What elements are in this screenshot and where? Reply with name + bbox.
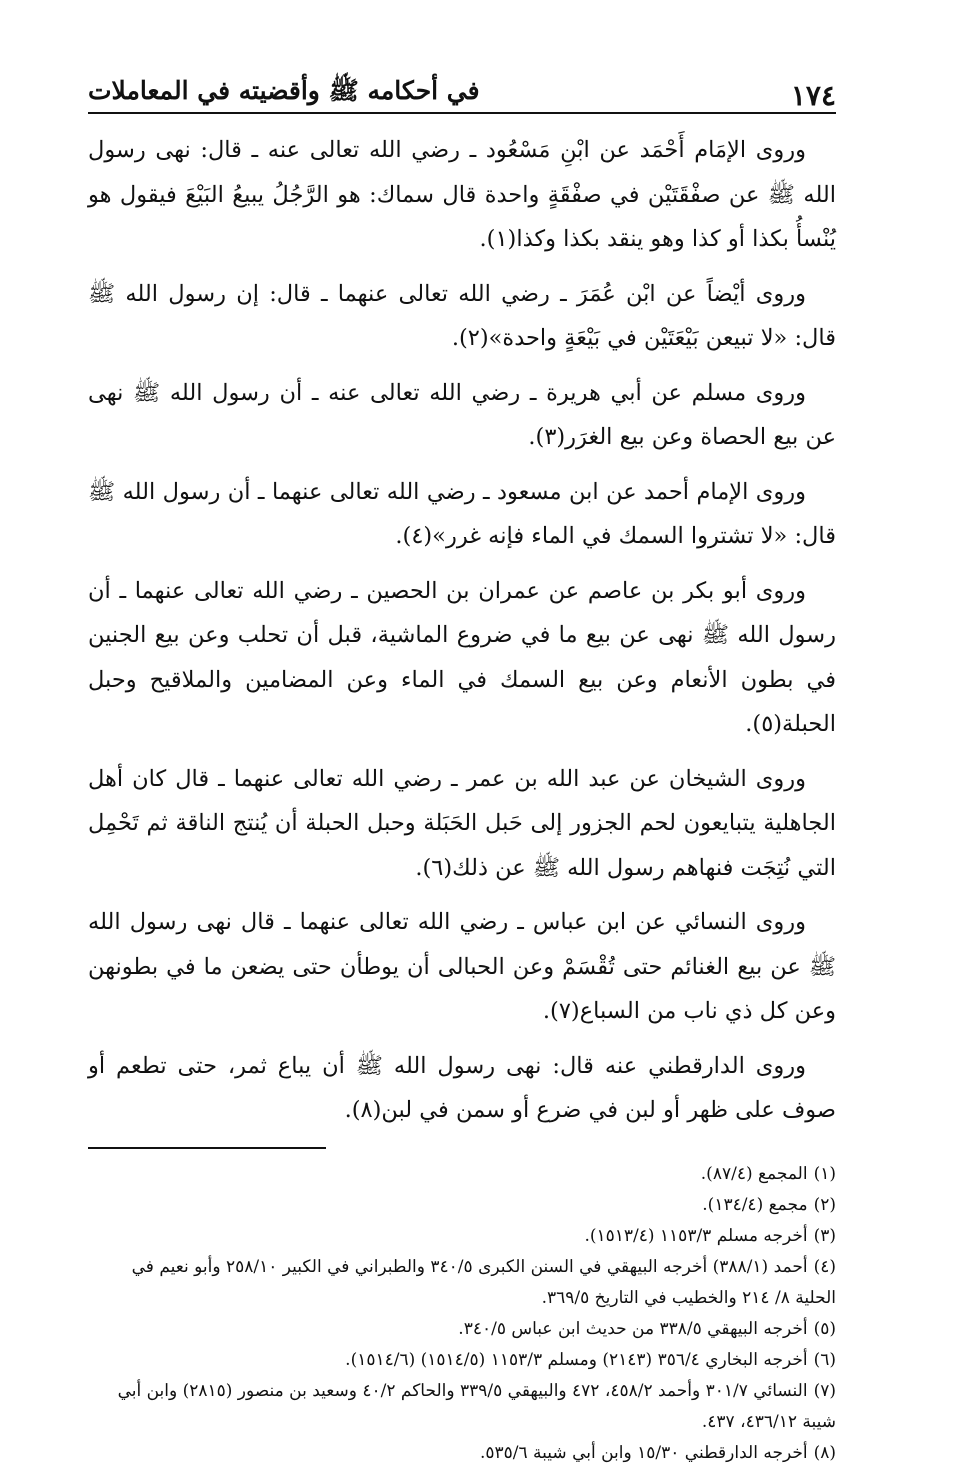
footnote bbox=[88, 1438, 836, 1469]
footnote-number: (٧) bbox=[813, 1380, 836, 1401]
footnote-number: (١) bbox=[813, 1163, 836, 1184]
page-number: ١٧٤ bbox=[790, 79, 836, 112]
book-page bbox=[88, 70, 836, 1469]
main-text bbox=[88, 128, 836, 1133]
footnote-number: (٢) bbox=[813, 1194, 836, 1215]
footnote-text: أحمد (٣٨٨/١) أخرجه البيهقي في السنن الكبرى ٣٤٠/٥ والطبراني في الكبير ٢٥٨/١٠ وأبو نعيم في الحلية ٨/ ٢١٤ والخطيب في التاريخ ٣٦٩/٥. bbox=[131, 1256, 836, 1308]
paragraph: وروى النسائي عن ابن عباس ـ رضي الله تعالى عنهما ـ قال نهى رسول الله ﷺ عن بيع الغنائم حتى تُقْسَمْ وعن الحبالى أن يوطأن حتى يضعن ما في بطونهن وعن كل ذي ناب من السباع(٧). bbox=[88, 909, 836, 1024]
footnote-text: أخرجه مسلم ١١٥٣/٣ (١٥١٣/٤). bbox=[584, 1225, 808, 1246]
running-title: في أحكامه ﷺ وأقضيته في المعاملات bbox=[88, 76, 480, 105]
paragraph: وروى أيْضاً عن ابْن عُمَرَ ـ رضي الله تعالى عنهما ـ قال: إن رسول الله ﷺ قال: «لا تبيعن بَيْعَتَيْن في بَيْعَةٍ واحدة»(٢). bbox=[88, 280, 836, 351]
paragraph: وروى الدارقطني عنه قال: نهى رسول الله ﷺ أن يباع ثمر، حتى تطعم أو صوف على ظهر أو لبن في ضرع أو سمن في لبن(٨). bbox=[88, 1052, 836, 1123]
paragraph: وروى مسلم عن أبي هريرة ـ رضي الله تعالى عنه ـ أن رسول الله ﷺ نهى عن بيع الحصاة وعن بيع الغرَر(٣). bbox=[88, 379, 836, 450]
footnote bbox=[88, 1221, 836, 1252]
footnote-number: (٦) bbox=[813, 1349, 836, 1370]
footnote bbox=[88, 1159, 836, 1190]
footnote-text: المجمع (٨٧/٤). bbox=[700, 1163, 808, 1184]
footnote-text: مجمع (١٣٤/٤). bbox=[702, 1194, 808, 1215]
page-header bbox=[88, 70, 836, 114]
footnote-text: النسائي ٣٠١/٧ وأحمد ٤٥٨/٢، ٤٧٢ والبيهقي ٣٣٩/٥ والحاكم ٤٠/٢ وسعيد بن منصور (٢٨١٥) وابن أبي شيبة ٤٣٦/١٢، ٤٣٧. bbox=[117, 1380, 836, 1432]
footnote bbox=[88, 1252, 836, 1314]
footnote-number: (٣) bbox=[813, 1225, 836, 1246]
footnote-number: (٨) bbox=[813, 1442, 836, 1463]
footnote-number: (٥) bbox=[813, 1318, 836, 1339]
footnotes bbox=[88, 1159, 836, 1469]
paragraph: وروى الإمَام أَحْمَد عن ابْنِ مَسْعُود ـ رضي الله تعالى عنه ـ قال: نهى رسول الله ﷺ عن صفْقَتَيْن في صفْقَةٍ واحدة قال سماك: هو الرَّجُلُ يبيعُ البَيْعَ فيقول هو يُنْسأُ بكذا أو كذا وهو ينقد بكذا وكذا(١). bbox=[88, 137, 836, 252]
footnote-text: أخرجه البيهقي ٣٣٨/٥ من حديث ابن عباس ٣٤٠/٥. bbox=[458, 1318, 808, 1339]
paragraph: وروى أبو بكر بن عاصم عن عمران بن الحصين ـ رضي الله تعالى عنهما ـ أن رسول الله ﷺ نهى عن بيع ما في ضروع الماشية، قبل أن تحلب وعن بيع الجنين في بطون الأنعام وعن بيع السمك في الماء وعن المضامين والملاقيح وحبل الحبلة(٥). bbox=[88, 577, 836, 737]
footnote-text: أخرجه البخاري ٣٥٦/٤ (٢١٤٣) ومسلم ١١٥٣/٣ (١٥١٤/٥) (١٥١٤/٦). bbox=[345, 1349, 808, 1370]
footnote-text: أخرجه الدارقطني ١٥/٣٠ وابن أبي شيبة ٥٣٥/٦. bbox=[479, 1442, 808, 1463]
footnote-number: (٤) bbox=[813, 1256, 836, 1277]
paragraph: وروى الإمام أحمد عن ابن مسعود ـ رضي الله تعالى عنهما ـ أن رسول الله ﷺ قال: «لا تشتروا السمك في الماء فإنه غرر»(٤). bbox=[88, 478, 836, 549]
footnote bbox=[88, 1345, 836, 1376]
footnote bbox=[88, 1376, 836, 1438]
footnote-separator bbox=[88, 1147, 326, 1149]
footnote bbox=[88, 1190, 836, 1221]
paragraph: وروى الشيخان عن عبد الله بن عمر ـ رضي الله تعالى عنهما ـ قال كان أهل الجاهلية يتبايعون لحم الجزور إلى حَبل الحَبَلة وحبل الحبلة أن يُنتج الناقة ثم تَحْمِل التي نُتِجَت فنهاهم رسول الله ﷺ عن ذلك(٦). bbox=[88, 765, 836, 881]
footnote bbox=[88, 1314, 836, 1345]
